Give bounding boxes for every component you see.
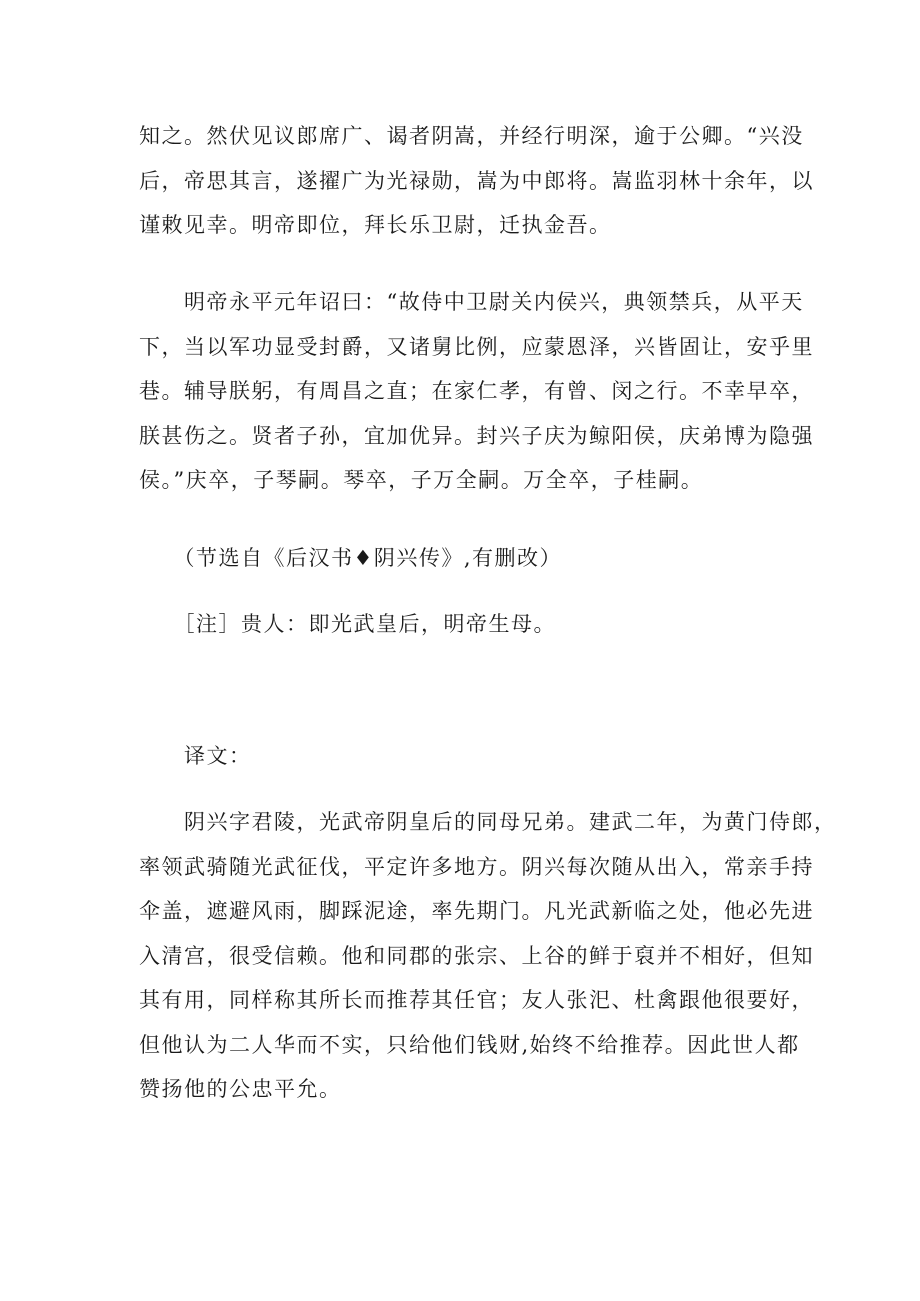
text-line: 其有用，同样称其所长而推荐其任官；友人张汜、杜禽跟他很要好，: [139, 988, 814, 1012]
text-line: 朕甚伤之。贤者子孙，宜加优异。封兴子庆为鲸阳侯，庆弟博为隐强: [139, 423, 814, 448]
text-line: 巷。辅导朕躬，有周昌之直；在家仁孝，有曾、闵之行。不幸早卒，: [139, 379, 814, 403]
paragraph-translation: [139, 800, 837, 1112]
text-line: 译文：: [139, 744, 252, 768]
text-line: ［注］贵人：即光武皇后，明帝生母。: [139, 612, 556, 636]
text-line: 率领武骑随光武征伐，平定许多地方。阴兴每次随从出入，常亲手持: [139, 854, 814, 879]
text-line: 明帝永平元年诏曰：“故侍中卫尉关内侯兴，典领禁兵，从平天: [139, 290, 804, 314]
paragraph-edict: [139, 280, 814, 503]
text-line: 阴兴字君陵，光武帝阴皇后的同母兄弟。建武二年，为黄门侍郎，: [139, 810, 837, 834]
source-citation: [139, 536, 789, 581]
text-line: 但他认为二人华而不实，只给他们钱财,始终不给推荐。因此世人都: [139, 1032, 800, 1057]
text-line: 伞盖，遮避风雨，脚踩泥途，率先期门。凡光武新临之处，他必先进: [139, 899, 814, 923]
text-line: 谨敕见幸。明帝即位，拜长乐卫尉，迁执金吾。: [139, 213, 612, 237]
text-line: 知之。然伏见议郎席广、谒者阴嵩，并经行明深，逾于公卿。“兴没: [139, 124, 804, 148]
paragraph-original-text-end: [139, 114, 814, 248]
text-line: 后，帝思其言，遂擢广为光禄勋，嵩为中郎将。嵩监羽林十余年，以: [139, 168, 814, 193]
text-line: 赞扬他的公忠平允。: [139, 1077, 342, 1101]
text-line: 下，当以军功显受封爵，又诸舅比例，应蒙恩泽，兴皆固让，安乎里: [139, 334, 814, 359]
footnote: [139, 602, 789, 647]
text-line: （节选自《后汉书♦阴兴传》,有删改）: [139, 546, 562, 570]
translation-heading: [139, 734, 789, 779]
text-line: 侯。”庆卒，子琴嗣。琴卒，子万全嗣。万全卒，子桂嗣。: [139, 468, 704, 492]
text-line: 入清宫，很受信赖。他和同郡的张宗、上谷的鲜于裒并不相好，但知: [139, 943, 814, 968]
